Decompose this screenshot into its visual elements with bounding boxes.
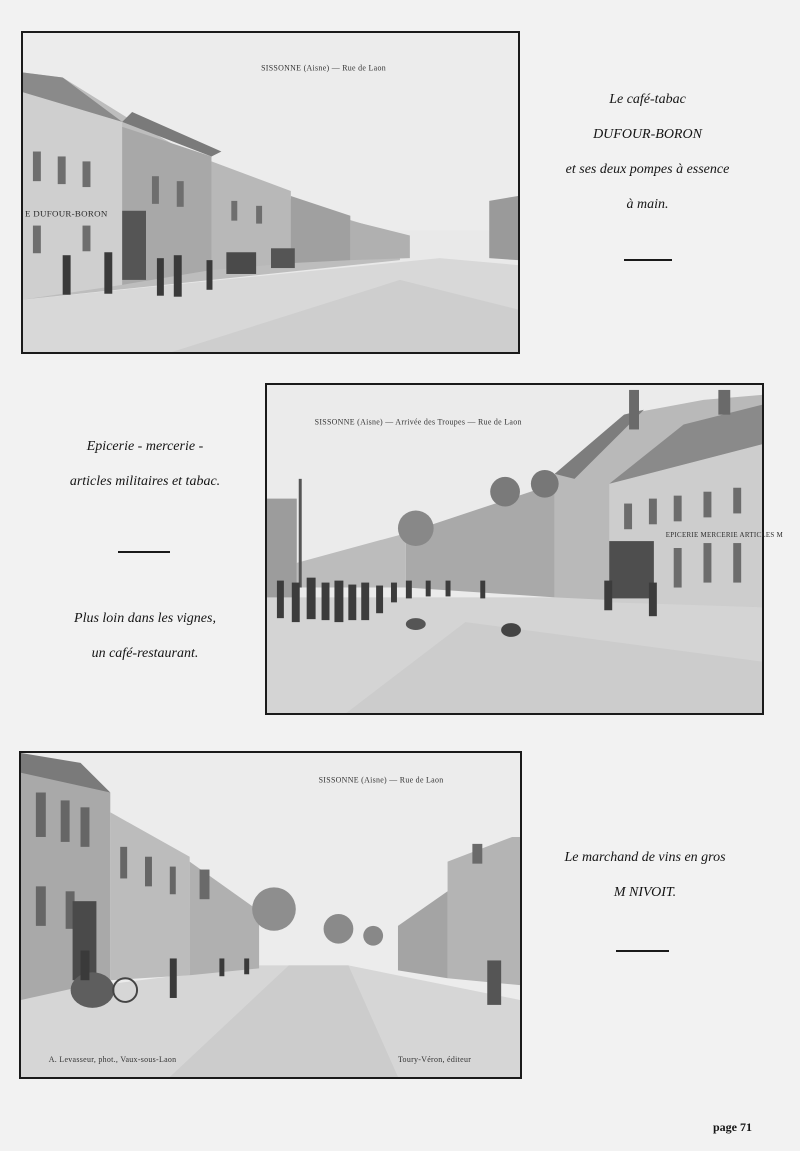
caption-3-line-1: Plus loin dans les vignes, (74, 611, 216, 626)
caption-3-line-2: un café-restaurant. (91, 646, 199, 661)
divider-2 (118, 551, 170, 553)
page-number: page 71 (713, 1120, 752, 1134)
postcard-2-shop-sign: EPICERIE MERCERIE ARTICLES M (665, 532, 784, 540)
caption-epicerie (40, 429, 250, 499)
caption-1-line-1: Le café-tabac (609, 92, 686, 107)
postcard-photo-2 (265, 383, 784, 715)
postcard-1-shop-sign: E DUFOUR-BORON (24, 208, 108, 219)
street-scene-2 (267, 385, 784, 713)
caption-cafe-restaurant (40, 601, 250, 671)
divider-1 (624, 259, 672, 261)
street-scene-3 (21, 753, 520, 1077)
postcard-2-header: SISSONNE (Aisne) — Arrivée des Troupes — Rue de Laon (314, 417, 522, 427)
postcard-3-footer-right: Toury-Véron, éditeur (397, 1055, 472, 1065)
divider-3 (616, 950, 669, 952)
caption-1-line-2: DUFOUR-BORON (593, 127, 702, 142)
postcard-1-header: SISSONNE (Aisne) — Rue de Laon (261, 63, 386, 73)
caption-4-line-1: Le marchand de vins en gros (564, 850, 726, 865)
postcard-3-header: SISSONNE (Aisne) — Rue de Laon (318, 775, 444, 785)
caption-1-line-3: et ses deux pompes à essence (565, 162, 730, 177)
postcard-photo-3 (19, 751, 522, 1079)
caption-1-line-4: à main. (626, 197, 669, 212)
caption-2-line-2: articles militaires et tabac. (69, 474, 221, 489)
street-scene-1 (23, 33, 518, 352)
postcard-photo-1 (21, 31, 520, 354)
caption-4-line-2: M NIVOIT. (613, 885, 677, 900)
caption-cafe-tabac (540, 82, 755, 222)
caption-2-line-1: Epicerie - mercerie - (86, 439, 204, 454)
caption-marchand-de-vins (530, 840, 760, 910)
postcard-3-footer-left: A. Levasseur, phot., Vaux-sous-Laon (48, 1055, 177, 1065)
